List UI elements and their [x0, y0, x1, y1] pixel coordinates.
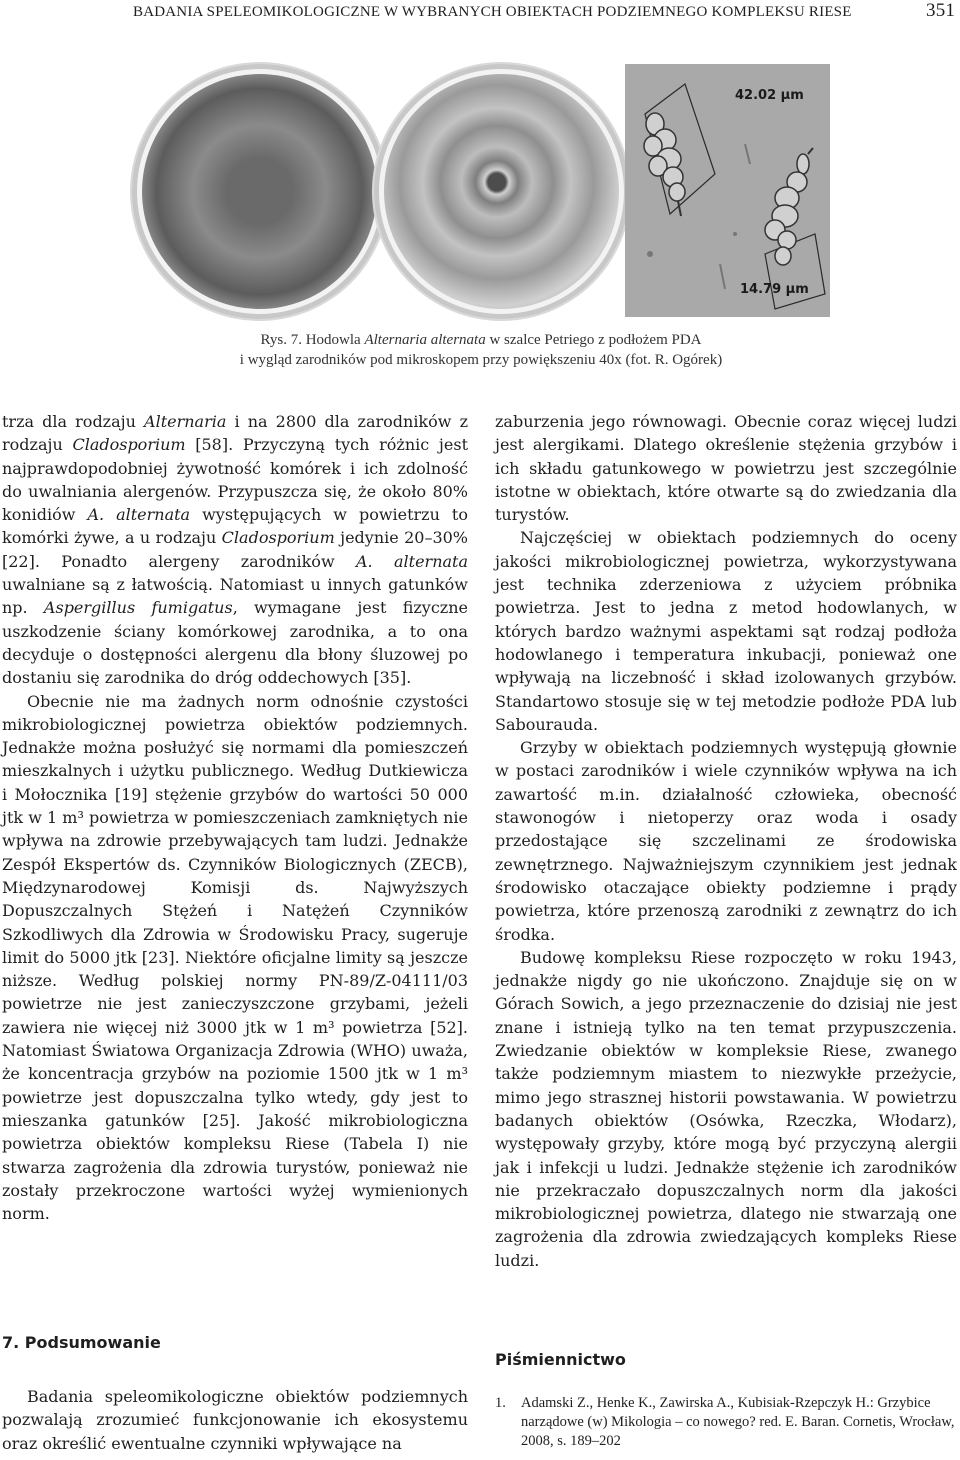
figure-7: [132, 64, 830, 324]
right-column: [495, 410, 957, 1272]
caption-line-2: i wygląd zarodników pod mikroskopem przy powiększeniu 40x (fot. R. Ogórek): [239, 352, 723, 368]
petri-dish-photo-right: [374, 64, 629, 319]
microscope-photo: [625, 64, 830, 317]
reference-number: 1.: [495, 1395, 506, 1411]
references-heading: Piśmiennictwo: [495, 1350, 626, 1369]
reference-item: [495, 1394, 957, 1451]
caption-line-1: Rys. 7. Hodowla Alternaria alternata w szalce Petriego z podłożem PDA: [260, 332, 702, 348]
right-paragraph-4: Budowę kompleksu Riese rozpoczęto w roku 1943, jednakże nigdy go nie ukończono. Znajduje się on w Górach Sowich, a jego przeznaczenie do dzisiaj nie jest znane i istnieją tylko na ten temat przypuszczenia. Zwiedzanie obiektów w kompleksie Riese, zwanego także podziemnym miastem to niezwykłe przeżycie, mimo jego strasznej historii powstawania. W powietrzu badanych obiektów (Osówka, Rzeczka, Włodarz), występowały grzyby, które mogą być przyczyną alergii jak i infekcji u ludzi. Jednakże stężenie ich zarodników nie przekraczało dopuszczalnych norm dla jakości mikrobiologicznej powietrza, dlatego nie stwarzają one zagrożenia dla zdrowia zwiedzających kompleks Riese ludzi.: [495, 947, 957, 1270]
scale-label-top: 42.02 µm: [735, 88, 804, 103]
reference-text: Adamski Z., Henke K., Zawirska A., Kubisiak-Rzepczyk H.: Grzybice narządowe (w) Mikologia – co nowego? red. E. Baran. Cornetis, Wrocław, 2008, s. 189–202: [521, 1395, 955, 1449]
running-title: BADANIA SPELEOMIKOLOGICZNE W WYBRANYCH OBIEKTACH PODZIEMNEGO KOMPLEKSU RIESE: [133, 4, 852, 20]
left-paragraph-1: trza dla rodzaju Alternaria i na 2800 dla zarodników z rodzaju Cladosporium [58]. Przyczyną tych różnic jest najprawdopodobniej żywotność komórek i ich zdolność do uwalniania alergenów. Przypuszcza się, że około 80% konidiów A. alternata występujących w powietrzu to komórki żywe, a u rodzaju Cladosporium jedynie 20–30% [22]. Ponadto alergeny zarodników A. alternata uwalniane są z łatwością. Natomiast u innych gatunków np. Aspergillus fumigatus, wymagane jest fizyczne uszkodzenie ściany komórkowej zarodnika, a to ona decyduje o dostępności alergenu dla błony śluzowej po dostaniu się zarodnika do dróg oddechowych [35].: [2, 412, 469, 688]
right-paragraph-1: zaburzenia jego równowagi. Obecnie coraz więcej ludzi jest alergikami. Dlatego określenie stężenia grzybów i ich składu gatunkowego w powietrzu jest szczególnie istotne w obiektach, które otwarte są do zwiedzania dla turystów.: [495, 412, 957, 525]
references-list: [495, 1394, 957, 1451]
left-paragraph-2: Obecnie nie ma żadnych norm odnośnie czystości mikrobiologicznej powietrza obiektów podziemnych. Jednakże można posłużyć się normami dla pomieszczeń mieszkalnych i użytku publicznego. Według Dutkiewicza i Mołocznika [19] stężenie grzybów do wartości 50 000 jtk w 1 m³ powietrza w pomieszczeniach zamkniętych nie wpływa na zdrowie przebywających tam ludzi. Jednakże Zespół Ekspertów ds. Czynników Biologicznych (ZECB), Międzynarodowej Komisji ds. Najwyższych Dopuszczalnych Stężeń i Natężeń Czynników Szkodliwych dla Zdrowia w Środowisku Pracy, sugeruje limit do 5000 jtk [23]. Niektóre oficjalne limity są jeszcze niższe. Według polskiej normy PN-89/Z-04111/03 powietrze nie jest zanieczyszczone grzybami, jeżeli zawiera nie więcej niż 3000 jtk w 1 m³ powietrza [52]. Natomiast Światowa Organizacja Zdrowia (WHO) uważa, że koncentracja grzybów na poziomie 1500 jtk w 1 m³ powietrze jest dopuszczalna tylko wtedy, gdy jest to mieszanka gatunków [25]. Jakość mikrobiologiczna powietrza obiektów kompleksu Riese (Tabela I) nie stwarza zagrożenia dla zdrowia turystów, ponieważ nie zostały przekroczone wartości wyżej wymienionych norm.: [2, 691, 468, 1224]
figure-caption: [132, 330, 830, 370]
right-paragraph-3: Grzyby w obiektach podziemnych występują głownie w postaci zarodników i wiele czynników wpływa na ich zawartość m.in. działalność człowieka, obecność stawonogów i nietoperzy oraz woda i osady przedostające się szczelinami ze środowiska zewnętrznego. Najważniejszym czynnikiem jest jednak środowisko otaczające obiekty podziemne i prądy powietrza, które przenoszą zarodniki z zewnątrz do ich środka.: [495, 738, 957, 944]
left-column: [2, 410, 468, 1225]
petri-dish-photo-left: [132, 64, 387, 319]
running-header: [0, 0, 960, 28]
page-number: 351: [926, 0, 956, 21]
summary-paragraph: Badania speleomikologiczne obiektów podziemnych pozwalają zrozumieć funkcjonowanie ich ekosystemu oraz określić ewentualne czynniki wpływające na: [2, 1387, 468, 1453]
right-paragraph-2: Najczęściej w obiektach podziemnych do oceny jakości mikrobiologicznej powietrza, wykorzystywana jest technika zderzeniowa z użyciem próbnika powietrza. Jest to jedna z metod hodowlanych, w których bardzo ważnymi aspektami sąt rodzaj podłoża hodowlanego i temperatura inkubacji, ponieważ one wpływają na liczebność i skład izolowanych grzybów. Standartowo stosuje się w tej metodzie podłoże PDA lub Sabourauda.: [495, 528, 957, 734]
section-heading: 7. Podsumowanie: [2, 1333, 161, 1352]
scale-label-bottom: 14.79 µm: [740, 282, 809, 297]
